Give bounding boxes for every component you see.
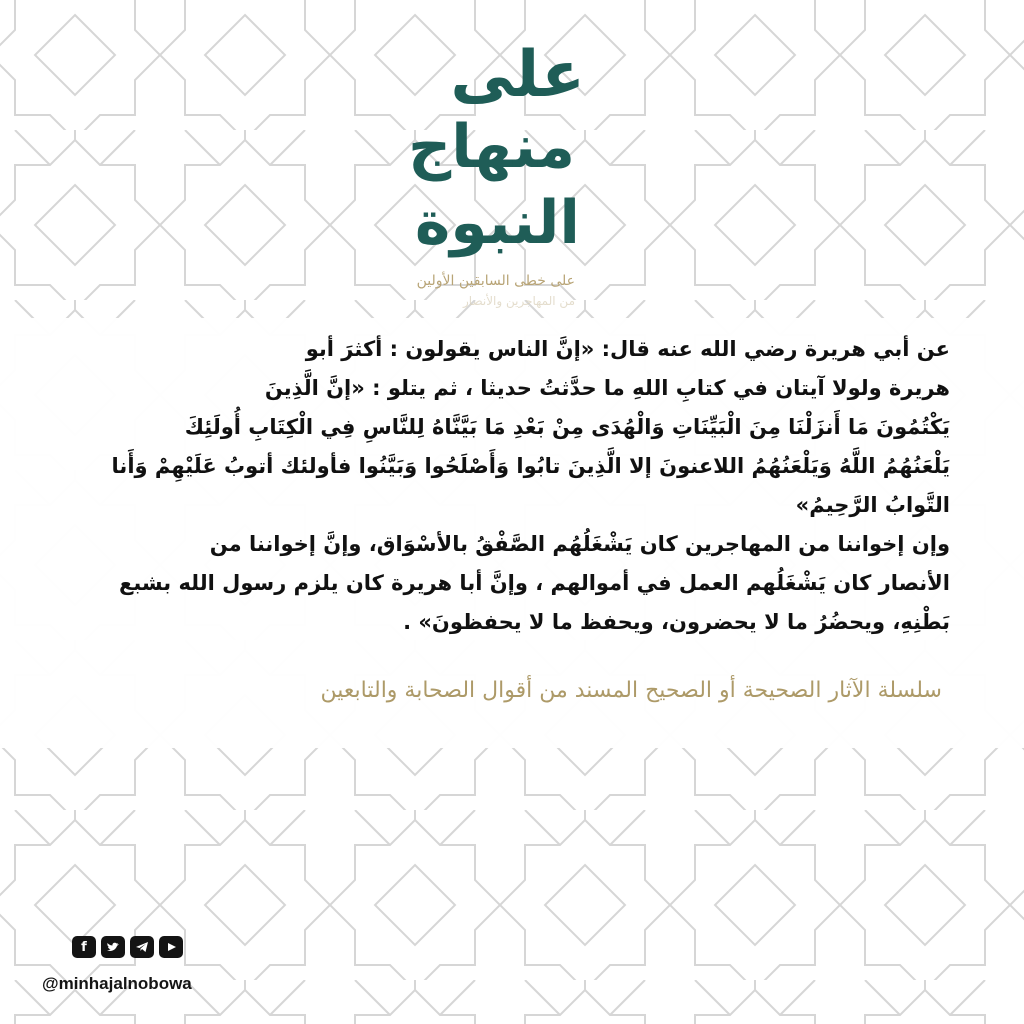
quote-line: عن أبي هريرة رضي الله عنه قال: «إنَّ الناس يقولون : أكثرَ أبو: [305, 337, 950, 361]
telegram-icon[interactable]: [130, 936, 154, 958]
logo-line-3: النبوة: [414, 188, 580, 258]
series-title: سلسلة الآثار الصحيحة أو الصحيح المسند من أقوال الصحابة والتابعين: [320, 678, 942, 703]
quote-line: يَكْتُمُونَ مَا أَنزَلْنَا مِنَ الْبَيِّنَاتِ وَالْهُدَى مِنْ بَعْدِ مَا بَيَّنَّاهُ لِلنَّاسِ فِي الْكِتَابِ أُولَئِكَ: [184, 415, 950, 439]
quote-line: الأنصار كان يَشْغَلُهم العمل في أموالهم ، وإنَّ أبا هريرة كان يلزم رسول الله بشبع: [118, 571, 950, 595]
quote-line: يَلْعَنُهُمُ اللَّهُ وَيَلْعَنُهُمُ اللاعنونَ إلا الَّذِينَ تابُوا وَأَصْلَحُوا وَبَيَّنُوا فأولئك أتوبُ عَلَيْهِمْ وَأَنا: [111, 454, 950, 478]
logo: [380, 20, 620, 310]
social-icons: [72, 936, 183, 958]
facebook-icon[interactable]: f: [72, 936, 96, 958]
hadith-quote: [70, 330, 950, 642]
logo-line-2: منهاج: [407, 112, 575, 182]
youtube-icon[interactable]: [159, 936, 183, 958]
twitter-icon[interactable]: [101, 936, 125, 958]
social-handle: @minhajalnobowa: [42, 974, 192, 993]
logo-tagline: على خطى السابقين الأولين: [416, 273, 575, 289]
quote-line: التَّوابُ الرَّحِيمُ»: [795, 493, 950, 517]
quote-line: هريرة ولولا آيتان في كتابِ اللهِ ما حدَّثتُ حديثا ، ثم يتلو : «إنَّ الَّذِينَ: [264, 376, 950, 400]
quote-line: بَطْنِهِ، ويحضُرُ ما لا يحضرون، ويحفظ ما لا يحفظونَ» .: [403, 610, 950, 634]
logo-tagline-faded: من المهاجرين والأنصار: [463, 294, 575, 308]
logo-line-1: على: [450, 38, 585, 112]
quote-line: وإن إخواننا من المهاجرين كان يَشْغَلُهُم الصَّفْقُ بالأسْوَاق، وإنَّ إخواننا من: [209, 532, 950, 556]
